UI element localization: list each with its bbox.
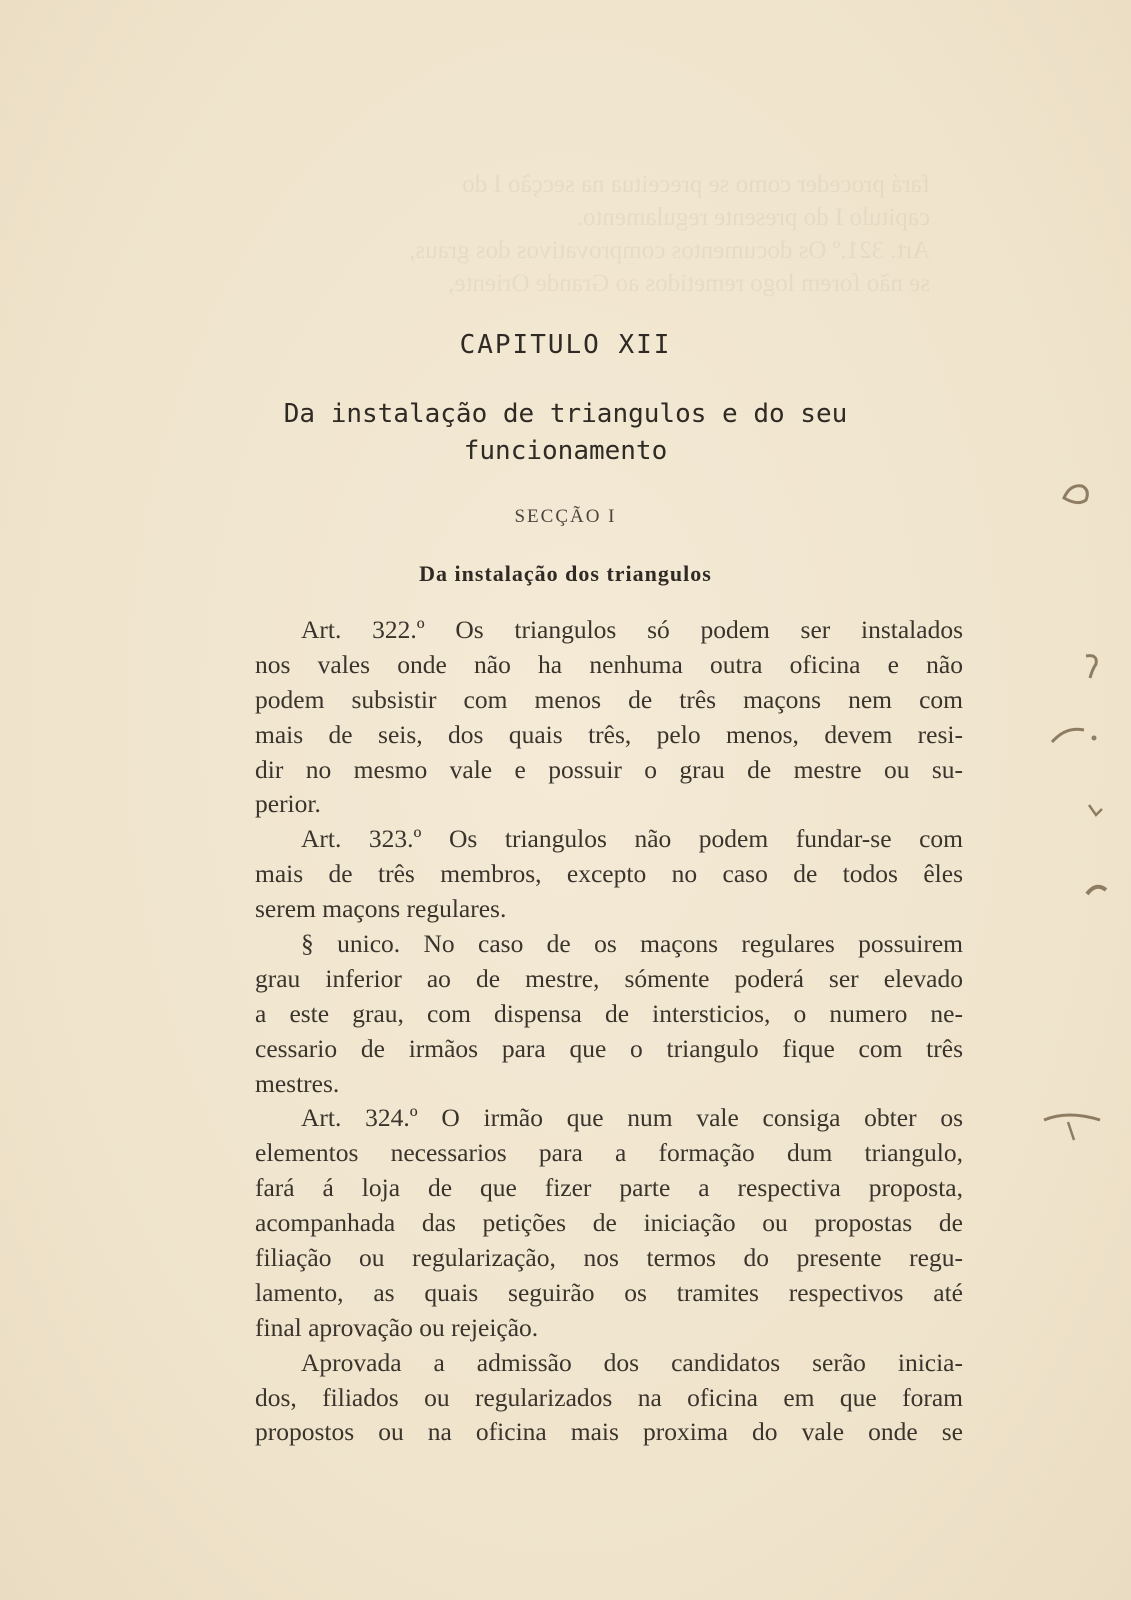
text-line: perior. [255,789,321,819]
text-line: Art. 324.º O irmão que num vale consiga obter os [301,1103,963,1133]
page-blemish [1040,1106,1110,1146]
show-through-text: fará proceder como se preceitua na secção I do capitulo I do presente regulamento. Art. 321.º Os documentos comprovativos dos graus, se não forem logo remetidos ao Grande Oriente, [409,171,930,297]
section-title: Da instalação dos triangulos [419,561,712,586]
text-line: Art. 322.º Os triangulos só podem ser instalados [301,615,963,644]
chapter-title [0,396,1131,470]
text-line: mais de seis, dos quais três, pelo menos, devem resi- [255,719,963,749]
page-blemish [1082,652,1102,682]
text-line: Aprovada a admissão dos candidatos serão inicia- [301,1347,963,1377]
text-line: elementos necessarios para a formação dum triangulo, [255,1138,963,1168]
text-line: § unico. No caso de os maçons regulares possuirem [301,929,963,959]
text-line: acompanhada das petições de iniciação ou propostas de [255,1208,963,1238]
chapter-heading: CAPITULO XII [459,330,672,360]
text-line: mais de três membros, excepto no caso de todos êles [255,859,963,889]
text-line: serem maçons regulares. [255,894,507,924]
text-line: filiação ou regularização, nos termos do presente regu- [255,1243,963,1273]
chapter-title-line: Da instalação de triangulos e do seu [283,399,848,429]
text-line: podem subsistir com menos de três maçons nem com [255,684,963,714]
chapter-title-line: funcionamento [463,436,668,466]
page-blemish [1086,800,1106,820]
text-line: nos vales onde não ha nenhuma outra oficina e não [255,649,963,679]
text-line: Art. 323.º Os triangulos não podem fundar-se com [301,824,963,854]
text-line: grau inferior ao de mestre, sómente poderá ser elevado [255,963,963,993]
text-line: dir no mesmo vale e possuir o grau de mestre ou su- [255,754,963,784]
page-blemish [1084,880,1110,900]
body-text [255,613,963,1450]
page-blemish [1048,720,1104,750]
text-line: fará á loja de que fizer parte a respectiva proposta, [255,1173,963,1203]
text-line: mestres. [255,1068,340,1098]
text-line: dos, filiados ou regularizados na oficina em que foram [255,1382,963,1412]
text-line: final aprovação ou rejeição. [255,1312,539,1342]
text-line: a este grau, com dispensa de intersticios, o numero ne- [255,998,963,1028]
text-line: propostos ou na oficina mais proxima do vale onde se [255,1417,963,1447]
section-label: SECÇÃO I [514,506,617,527]
text-line: lamento, as quais seguirão os tramites respectivos até [255,1277,963,1307]
text-line: cessario de irmãos para que o triangulo fique com três [255,1033,963,1063]
page-blemish [1056,476,1096,516]
